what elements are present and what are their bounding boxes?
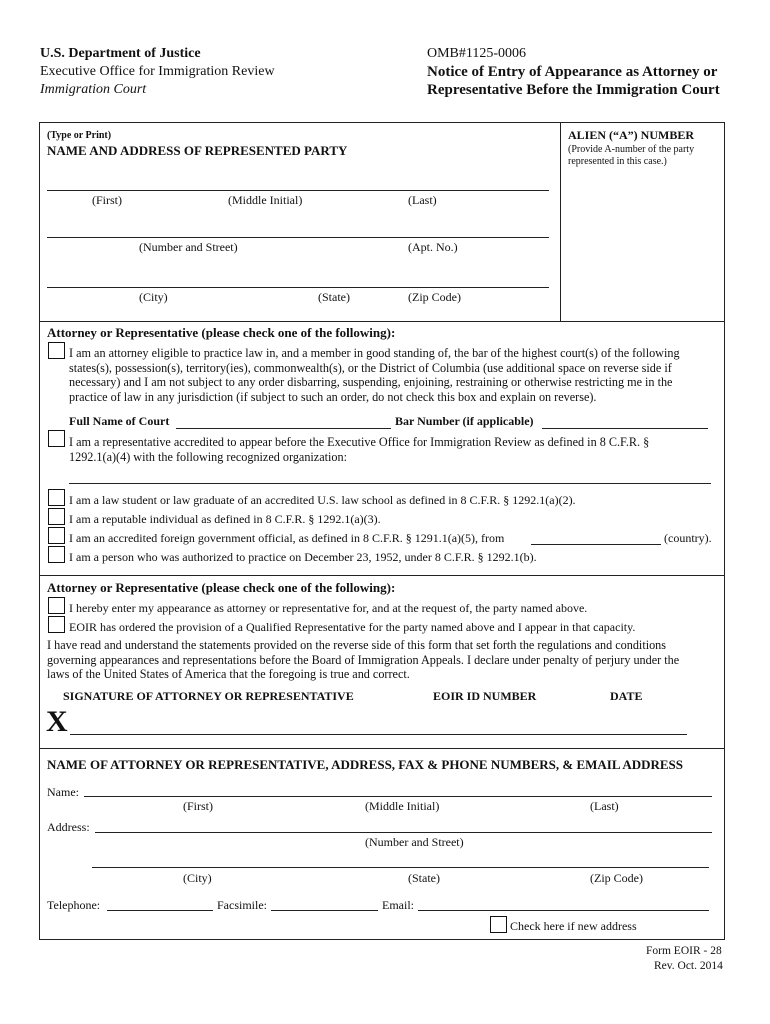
checkbox-student[interactable] [48,489,65,506]
checkbox-new-address[interactable] [490,916,507,933]
party-zip-label: (Zip Code) [408,290,461,304]
checkbox-foreign[interactable] [48,527,65,544]
checkbox-enter-appearance[interactable] [48,597,65,614]
party-heading: NAME AND ADDRESS OF REPRESENTED PARTY [47,143,348,158]
opt-attorney-line2: states(s), possession(s), territory(ies), commonwealth(s), or the District of Columbia (use additional space on reverse side if [69,360,672,375]
attorney-middle-label: (Middle Initial) [365,799,440,813]
address-label: Address: [47,820,90,834]
section-divider-3 [39,748,725,749]
signature-line[interactable] [70,734,687,735]
party-first-label: (First) [92,193,122,207]
opt-accredited-line2: 1292.1(a)(4) with the following recognized organization: [69,449,347,464]
alien-divider [560,122,561,321]
country-label: (country). [664,531,712,545]
declaration-line3: laws of the United States of America that the foregoing is true and correct. [47,667,410,682]
party-apt-label: (Apt. No.) [408,240,458,254]
new-address-label: Check here if new address [510,919,637,933]
facsimile-label: Facsimile: [217,898,267,912]
section3-heading: NAME OF ATTORNEY OR REPRESENTATIVE, ADDRESS, FAX & PHONE NUMBERS, & EMAIL ADDRESS [47,757,683,772]
opt-enter-text: I hereby enter my appearance as attorney or representative for, and at the request of, the party named above. [69,601,588,615]
party-state-label: (State) [318,290,350,304]
eoir-id-label: EOIR ID NUMBER [433,689,537,703]
checkbox-1952[interactable] [48,546,65,563]
type-or-print: (Type or Print) [47,130,112,141]
email-field[interactable] [418,910,709,911]
attorney-street-field[interactable] [95,832,712,833]
organization-field[interactable] [69,483,711,484]
full-name-court-label: Full Name of Court [69,414,170,428]
section-divider-2 [39,575,725,576]
omb-number: OMB#1125-0006 [427,46,527,61]
alien-hint-2: represented in this case.) [568,156,667,167]
opt-reputable-text: I am a reputable individual as defined in 8 C.F.R. § 1292.1(a)(3). [69,512,381,526]
attorney-last-label: (Last) [590,799,619,813]
party-middle-label: (Middle Initial) [228,193,303,207]
opt-accredited-text [69,435,717,464]
section2-heading: Attorney or Representative (please check one of the following): [47,580,396,595]
attorney-first-label: (First) [183,799,213,813]
attorney-name-field[interactable] [84,796,712,797]
form-revision: Rev. Oct. 2014 [654,960,723,972]
signature-x-mark: X [46,705,68,738]
opt-1952-text: I am a person who was authorized to practice on December 23, 1952, under 8 C.F.R. § 1292.1(b). [69,550,537,564]
name-label: Name: [47,785,79,799]
telephone-field[interactable] [107,910,213,911]
attorney-zip-label: (Zip Code) [590,871,643,885]
opt-accredited-line1: I am a representative accredited to appear before the Executive Office for Immigration Review as defined in 8 C.F.R. § [69,435,650,449]
alien-hint-1: (Provide A-number of the party [568,144,695,155]
attorney-street-label: (Number and Street) [365,835,464,849]
declaration-line1: I have read and understand the statements provided on the reverse side of this form that set forth the regulations and conditions [47,638,667,652]
alien-heading: ALIEN (“A”) NUMBER [568,128,694,142]
declaration-line2: governing appearances and representations before the Board of Immigration Appeals. I declare under penalty of perjury under the [47,652,680,667]
facsimile-field[interactable] [271,910,378,911]
header-office: Executive Office for Immigration Review [40,64,275,79]
party-name-line[interactable] [47,190,549,191]
checkbox-qualified-rep[interactable] [48,616,65,633]
party-last-label: (Last) [408,193,437,207]
form-title-line1: Notice of Entry of Appearance as Attorney or [427,64,718,80]
opt-attorney-line3: necessary) and I am not subject to any order disbarring, suspending, enjoining, restraining or otherwise restricting me in the [69,375,673,390]
party-city-label: (City) [139,290,168,304]
opt-attorney-line1: I am an attorney eligible to practice law in, and a member in good standing of, the bar of the highest court(s) of the following [69,346,680,360]
bar-number-label: Bar Number (if applicable) [395,414,534,428]
attorney-city-label: (City) [183,871,212,885]
form-title-line2: Representative Before the Immigration Court [427,82,720,98]
country-field[interactable] [531,544,661,545]
party-street-line[interactable] [47,237,549,238]
attorney-state-label: (State) [408,871,440,885]
bar-number-field[interactable] [542,428,708,429]
form-number: Form EOIR - 28 [646,945,722,957]
party-street-label: (Number and Street) [139,240,238,254]
opt-attorney-text [69,346,717,404]
section1-heading: Attorney or Representative (please check one of the following): [47,325,396,340]
checkbox-reputable[interactable] [48,508,65,525]
signature-label: SIGNATURE OF ATTORNEY OR REPRESENTATIVE [63,689,354,703]
email-label: Email: [382,898,414,912]
opt-student-text: I am a law student or law graduate of an accredited U.S. law school as defined in 8 C.F.R. § 1292.1(a)(2). [69,493,576,507]
telephone-label: Telephone: [47,898,101,912]
opt-attorney-line4: practice of law in any jurisdiction (if subject to such an order, do not check this box and explain on reverse). [69,389,597,404]
opt-foreign-text: I am an accredited foreign government official, as defined in 8 C.F.R. § 1291.1(a)(5), from [69,531,505,545]
alien-number-field[interactable] [565,172,720,316]
checkbox-attorney[interactable] [48,342,65,359]
header-dept: U.S. Department of Justice [40,46,201,61]
opt-qualified-text: EOIR has ordered the provision of a Qualified Representative for the party named above and I appear in that capacity. [69,620,636,634]
section-divider-1 [39,321,725,322]
declaration [47,638,717,682]
full-name-court-field[interactable] [176,428,391,429]
party-city-line[interactable] [47,287,549,288]
date-label: DATE [610,689,643,703]
attorney-city-field[interactable] [92,867,709,868]
checkbox-accredited[interactable] [48,430,65,447]
header-court: Immigration Court [40,82,147,97]
